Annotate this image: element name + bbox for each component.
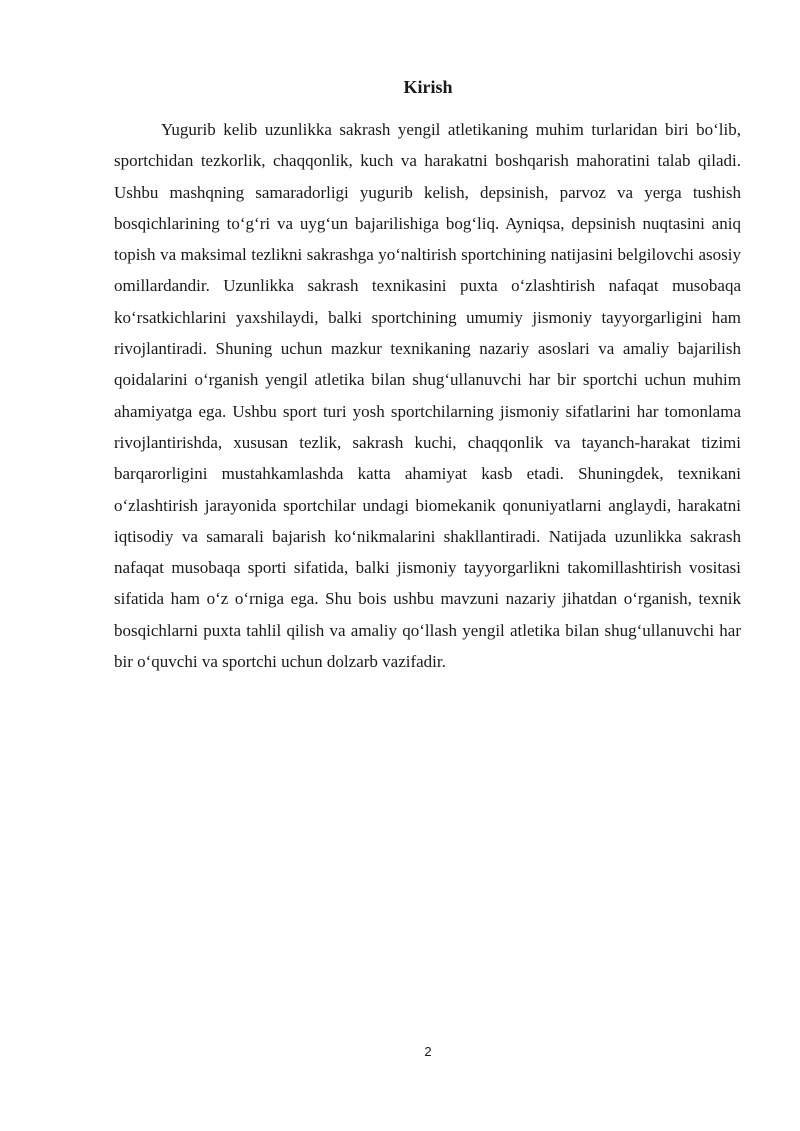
page-number: 2 xyxy=(424,1044,432,1059)
section-title: Kirish xyxy=(403,77,453,97)
body-paragraph: Yugurib kelib uzunlikka sakrash yengil atletikaning muhim turlaridan biri bo‘lib, sportchidan tezkorlik, chaqqonlik, kuch va harakatni boshqarish mahoratini talab qiladi. Ushbu mashqning samaradorligi yugurib kelish, depsinish, parvoz va yerga tushish bosqichlarining to‘g‘ri va uyg‘un bajarilishiga bog‘liq. Ayniqsa, depsinish nuqtasini aniq topish va maksimal tezlikni sakrashga yo‘naltirish sportchining natijasini belgilovchi asosiy omillardandir. Uzunlikka sakrash texnikasini puxta o‘zlashtirish nafaqat musobaqa ko‘rsatkichlarini yaxshilaydi, balki sportchining umumiy jismoniy tayyorgarligini ham rivojlantiradi. Shuning uchun mazkur texnikaning nazariy asoslari va amaliy bajarilish qoidalarini o‘rganish yengil atletika bilan shug‘ullanuvchi har bir sportchi uchun muhim ahamiyatga ega. Ushbu sport turi yosh sportchilarning jismoniy sifatlarini har tomonlama rivojlantirishda, xususan tezlik, sakrash kuchi, chaqqonlik va tayanch-harakat tizimi barqarorligini mustahkamlashda katta ahamiyat kasb etadi. Shuningdek, texnikani o‘zlashtirish jarayonida sportchilar undagi biomekanik qonuniyatlarni anglaydi, harakatni iqtisodiy va samarali bajarish ko‘nikmalarini shakllantiradi. Natijada uzunlikka sakrash nafaqat musobaqa sporti sifatida, balki jismoniy tayyorgarlikni takomillashtirish vositasi sifatida ham o‘z o‘rniga ega. Shu bois ushbu mavzuni nazariy jihatdan o‘rganish, texnik bosqichlarni puxta tahlil qilish va amaliy qo‘llash yengil atletika bilan shug‘ullanuvchi har bir o‘quvchi va sportchi uchun dolzarb vazifadir. xyxy=(114,120,741,672)
